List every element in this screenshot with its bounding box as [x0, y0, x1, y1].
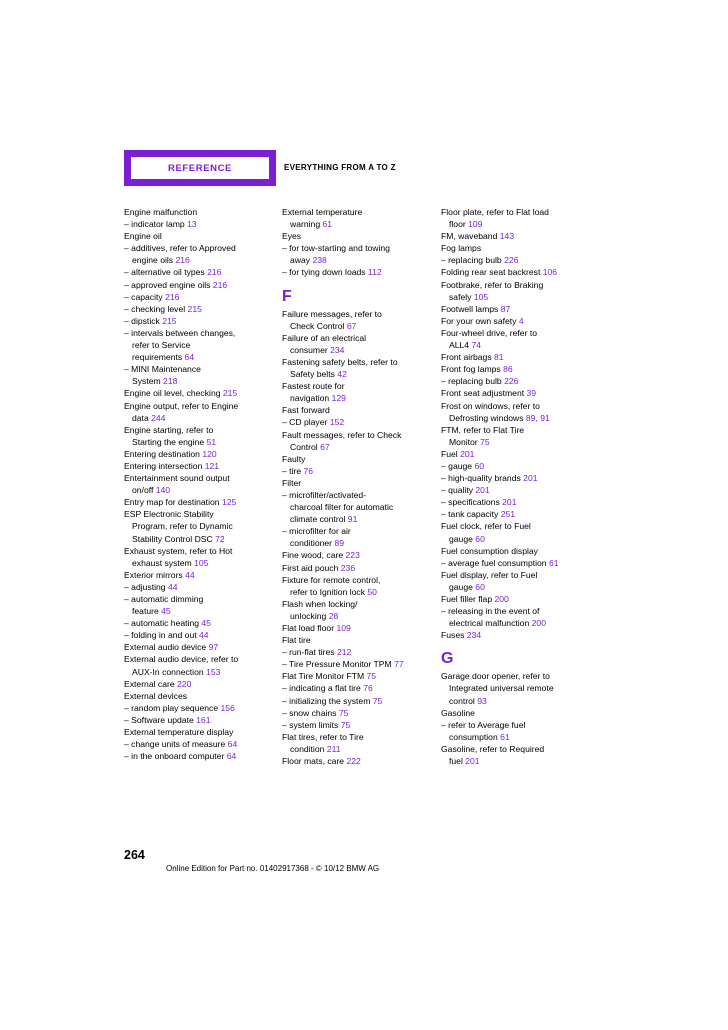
page-reference[interactable]: 129 — [331, 393, 346, 404]
page-reference[interactable]: 75 — [480, 436, 490, 447]
page-reference[interactable]: 75 — [340, 719, 351, 730]
page-reference[interactable]: 61 — [322, 219, 333, 230]
page-reference[interactable]: 223 — [345, 550, 360, 561]
page-reference[interactable]: 51 — [206, 436, 217, 447]
page-reference[interactable]: 216 — [175, 255, 190, 266]
index-entry: Fuel 201 — [441, 448, 475, 459]
index-entry: For your own safety 4 — [441, 315, 524, 326]
index-entry: Engine output, refer to Engine data 244 — [124, 400, 239, 423]
page-reference[interactable]: 61 — [548, 557, 559, 568]
index-entry: – quality 201 — [441, 485, 490, 496]
index-entry: Eyes — [282, 231, 302, 242]
index-entry: – for tying down loads 112 — [282, 267, 382, 278]
page-reference[interactable]: 222 — [346, 756, 361, 767]
page-reference[interactable]: 112 — [368, 267, 382, 278]
index-entry: – run-flat tires 212 — [282, 647, 352, 658]
page-reference[interactable]: 216 — [212, 279, 228, 290]
index-entry: – checking level 215 — [124, 303, 202, 314]
page-reference[interactable]: 89, 91 — [525, 412, 550, 423]
page-reference[interactable]: 106 — [542, 267, 558, 278]
page-reference[interactable]: 125 — [221, 497, 237, 508]
index-entry: Engine oil — [124, 231, 162, 242]
index-column-2 — [282, 206, 432, 767]
page-reference[interactable]: 97 — [208, 642, 219, 653]
index-entry: – releasing in the event of electrical malfunction 200 — [441, 606, 546, 629]
index-entry: FM, waveband 143 — [441, 231, 515, 242]
page-reference[interactable]: 215 — [162, 315, 177, 326]
page-reference[interactable]: 140 — [155, 485, 171, 496]
page-reference[interactable]: 201 — [460, 448, 475, 459]
index-entry: – microfilter for air conditioner 89 — [282, 526, 351, 549]
index-entry: External audio device 97 — [124, 642, 219, 653]
index-entry: – high-quality brands 201 — [441, 473, 538, 484]
page-reference[interactable]: 91 — [347, 514, 358, 525]
index-entry: ESP Electronic Stability Program, refer to Dynamic Stability Control DSC 72 — [124, 509, 233, 544]
page-title: EVERYTHING FROM A TO Z — [284, 163, 396, 172]
index-entry: – for tow-starting and towing away 238 — [282, 243, 390, 266]
footer-note: Online Edition for Part no. 01402917368 - © 10/12 BMW AG — [166, 864, 380, 873]
index-entry: – tank capacity 251 — [441, 509, 516, 520]
index-entry: Entry map for destination 125 — [124, 497, 237, 508]
page-reference[interactable]: 64 — [227, 739, 238, 750]
page-reference[interactable]: 109 — [468, 219, 483, 230]
page-reference[interactable]: 234 — [466, 630, 482, 641]
index-entry: Frost on windows, refer to Defrosting windows 89, 91 — [441, 400, 550, 423]
index-entry: – intervals between changes, refer to Service requirements 64 — [124, 327, 236, 363]
page-reference[interactable]: 50 — [367, 586, 377, 597]
page-reference[interactable]: 244 — [151, 412, 166, 423]
index-entry: Exterior mirrors 44 — [124, 569, 195, 580]
index-entry: Engine starting, refer to Starting the engine 51 — [124, 424, 217, 447]
index-entry: – system limits 75 — [282, 719, 351, 730]
page-reference[interactable]: 234 — [330, 344, 345, 355]
page-reference[interactable]: 74 — [471, 340, 482, 351]
index-entry: – indicator lamp 13 — [124, 219, 197, 230]
index-entry: Garage door opener, refer to Integrated universal remote control 93 — [441, 671, 554, 706]
index-entry: – automatic heating 45 — [124, 618, 211, 629]
index-entry: Fastening safety belts, refer to Safety belts 42 — [282, 356, 398, 380]
index-entry: – tire 76 — [282, 465, 314, 476]
page-reference[interactable]: 201 — [475, 485, 490, 496]
index-entry: – adjusting 44 — [124, 581, 178, 592]
page-reference[interactable]: 120 — [202, 448, 217, 459]
page-reference[interactable]: 42 — [337, 369, 347, 380]
page-reference[interactable]: 143 — [499, 231, 515, 242]
index-entry: Floor mats, care 222 — [282, 756, 361, 767]
page-reference[interactable]: 156 — [220, 702, 235, 713]
index-entry: Front fog lamps 86 — [441, 364, 513, 375]
index-entry: – capacity 216 — [124, 291, 180, 302]
index-entry: Folding rear seat backrest 106 — [441, 267, 558, 278]
index-entry: – MINI Maintenance System 218 — [124, 364, 201, 387]
page-reference[interactable]: 211 — [326, 743, 341, 754]
index-entry: Front seat adjustment 39 — [441, 388, 537, 399]
page-reference[interactable]: 200 — [494, 594, 509, 604]
page-reference[interactable]: 67 — [346, 320, 357, 331]
index-column-1 — [124, 206, 274, 762]
index-entry: Floor plate, refer to Flat load floor 109 — [441, 207, 549, 230]
index-entry: Flat tires, refer to Tire condition 211 — [282, 731, 364, 754]
index-entry: – random play sequence 156 — [124, 702, 235, 713]
index-entry: Flash when locking/ unlocking 28 — [282, 598, 358, 621]
page-reference[interactable]: 13 — [187, 219, 197, 230]
index-entry: – gauge 60 — [441, 460, 485, 471]
page-reference[interactable]: 226 — [504, 255, 519, 266]
index-entry: External temperature warning 61 — [282, 207, 363, 230]
index-entry: Fast forward — [282, 405, 330, 416]
page-reference[interactable]: 220 — [177, 678, 192, 689]
page-reference[interactable]: 39 — [526, 388, 537, 399]
page-reference[interactable]: 44 — [185, 569, 195, 580]
page-reference[interactable]: 4 — [518, 315, 524, 326]
page-reference[interactable]: 109 — [336, 623, 351, 633]
index-entry: External audio device, refer to AUX-In connection 153 — [124, 654, 239, 677]
page-reference[interactable]: 60 — [474, 460, 485, 471]
index-entry: Failure messages, refer to Check Control 67 — [282, 308, 382, 331]
page-reference[interactable]: 212 — [336, 647, 352, 658]
letter-heading: F — [282, 287, 292, 305]
reference-tab — [124, 150, 276, 186]
index-entry: Fuel clock, refer to Fuel gauge 60 — [441, 521, 531, 544]
page-reference[interactable]: 72 — [215, 533, 225, 544]
index-entry: Fuses 234 — [441, 630, 482, 641]
index-entry: – automatic dimming feature 45 — [124, 594, 204, 617]
index-entry: – folding in and out 44 — [124, 630, 209, 641]
index-entry: – snow chains 75 — [282, 707, 349, 718]
page-reference[interactable]: 61 — [500, 731, 510, 742]
index-entry: Fuel filler flap 200 — [441, 594, 509, 604]
index-entry: Engine malfunction — [124, 207, 198, 217]
index-entry: Failure of an electrical consumer 234 — [282, 332, 367, 355]
page-reference[interactable]: 93 — [477, 695, 487, 706]
index-entry: – refer to Average fuel consumption 61 — [441, 719, 526, 742]
page-reference[interactable]: 45 — [161, 606, 171, 617]
page-reference[interactable]: 75 — [366, 671, 377, 682]
page-reference[interactable]: 89 — [334, 538, 344, 549]
page-reference[interactable]: 251 — [500, 509, 516, 520]
page-reference[interactable]: 201 — [523, 473, 538, 484]
index-entry: External temperature display — [124, 727, 234, 738]
page-reference[interactable]: 44 — [199, 630, 209, 641]
index-entry: – initializing the system 75 — [282, 695, 383, 706]
index-entry: Footbrake, refer to Braking safely 105 — [441, 279, 544, 302]
page-reference[interactable]: 64 — [226, 751, 237, 762]
index-entry: – replacing bulb 226 — [441, 376, 519, 387]
index-entry: Engine oil level, checking 215 — [124, 388, 238, 399]
index-entry: – Software update 161 — [124, 714, 211, 725]
page-reference[interactable]: 28 — [328, 610, 339, 621]
page-reference[interactable]: 44 — [167, 581, 178, 592]
page-reference[interactable]: 215 — [187, 303, 202, 314]
index-entry: First aid pouch 236 — [282, 562, 356, 573]
page-reference[interactable]: 238 — [312, 255, 327, 266]
page-reference[interactable]: 201 — [502, 497, 517, 508]
index-entry: – alternative oil types 216 — [124, 267, 222, 278]
index-entry: – change units of measure 64 — [124, 739, 238, 750]
index-entry: Entering intersection 121 — [124, 460, 220, 471]
page-reference[interactable]: 77 — [394, 659, 404, 670]
index-entry: Entering destination 120 — [124, 448, 217, 459]
index-entry: Flat Tire Monitor FTM 75 — [282, 671, 377, 682]
reference-tab-inner — [131, 157, 269, 179]
page-reference[interactable]: 64 — [184, 352, 195, 363]
index-entry: – microfilter/activated- charcoal filter for automatic climate control 91 — [282, 489, 394, 525]
page-reference[interactable]: 152 — [329, 417, 345, 428]
index-entry: Exhaust system, refer to Hot exhaust system 105 — [124, 545, 233, 568]
index-entry: – indicating a flat tire 76 — [282, 683, 373, 694]
index-entry: Entertainment sound output on/off 140 — [124, 473, 230, 496]
index-entry: Fog lamps — [441, 243, 482, 254]
index-entry: Four-wheel drive, refer to ALL4 74 — [441, 327, 537, 351]
index-entry: – in the onboard computer 64 — [124, 751, 237, 762]
page-reference[interactable]: 60 — [475, 581, 485, 592]
page-reference[interactable]: 236 — [340, 562, 356, 573]
page-reference[interactable]: 201 — [465, 756, 480, 767]
page-reference[interactable]: 218 — [163, 376, 178, 387]
page-reference[interactable]: 60 — [475, 533, 485, 544]
index-entry: Fastest route for navigation 129 — [282, 381, 346, 404]
index-entry: Footwell lamps 87 — [441, 303, 511, 314]
page-reference[interactable]: 81 — [494, 352, 504, 363]
index-entry: Front airbags 81 — [441, 352, 504, 363]
index-entry: Filter — [282, 477, 302, 488]
index-entry: – Tire Pressure Monitor TPM 77 — [282, 659, 404, 670]
index-entry: Gasoline — [441, 707, 475, 718]
page-header — [124, 150, 604, 186]
index-entry: – CD player 152 — [282, 417, 345, 428]
index-entry: Gasoline, refer to Required fuel 201 — [441, 743, 545, 767]
reference-tab-label: REFERENCE — [168, 162, 232, 174]
index-entry: – additives, refer to Approved engine oils 216 — [124, 243, 236, 266]
page-reference[interactable]: 216 — [207, 267, 222, 278]
page-reference[interactable]: 216 — [165, 291, 180, 302]
page-reference[interactable]: 226 — [504, 376, 519, 387]
index-entry: Fine wood, care 223 — [282, 550, 360, 561]
index-entry: – specifications 201 — [441, 497, 517, 508]
page-reference[interactable]: 105 — [194, 557, 209, 568]
page-reference[interactable]: 161 — [196, 714, 211, 725]
page-reference[interactable]: 67 — [320, 441, 330, 452]
index-entry: – replacing bulb 226 — [441, 255, 519, 266]
index-entry: Fault messages, refer to Check Control 67 — [282, 429, 402, 452]
page-reference[interactable]: 200 — [531, 618, 546, 629]
index-entry: – approved engine oils 216 — [124, 279, 228, 290]
index-entry: Fixture for remote control, refer to Ignition lock 50 — [282, 574, 381, 597]
index-entry: Fuel display, refer to Fuel gauge 60 — [441, 569, 538, 592]
page-reference[interactable]: 75 — [338, 707, 349, 718]
index-column-3 — [441, 206, 591, 767]
index-entry: External care 220 — [124, 678, 192, 689]
index-entry: – average fuel consumption 61 — [441, 557, 559, 568]
page-reference[interactable]: 75 — [372, 695, 383, 706]
index-entry: Faulty — [282, 453, 306, 464]
page-reference[interactable]: 121 — [204, 460, 220, 471]
index-entry: External devices — [124, 690, 188, 701]
page-reference[interactable]: 215 — [222, 388, 238, 399]
page-reference[interactable]: 153 — [206, 666, 221, 677]
index-entry: Flat load floor 109 — [282, 623, 351, 633]
index-entry: – dipstick 215 — [124, 315, 177, 326]
page-number: 264 — [124, 848, 145, 862]
page-reference[interactable]: 105 — [473, 291, 489, 302]
page-reference[interactable]: 76 — [363, 683, 373, 694]
index-entry: Flat tire — [282, 635, 311, 646]
page-reference[interactable]: 45 — [201, 618, 211, 629]
page-reference[interactable]: 86 — [503, 364, 513, 375]
page-reference[interactable]: 87 — [500, 303, 511, 314]
index-entry: Fuel consumption display — [441, 545, 538, 556]
letter-heading: G — [441, 650, 454, 668]
index-entry: FTM, refer to Flat Tire Monitor 75 — [441, 424, 525, 447]
page-reference[interactable]: 76 — [303, 465, 314, 476]
